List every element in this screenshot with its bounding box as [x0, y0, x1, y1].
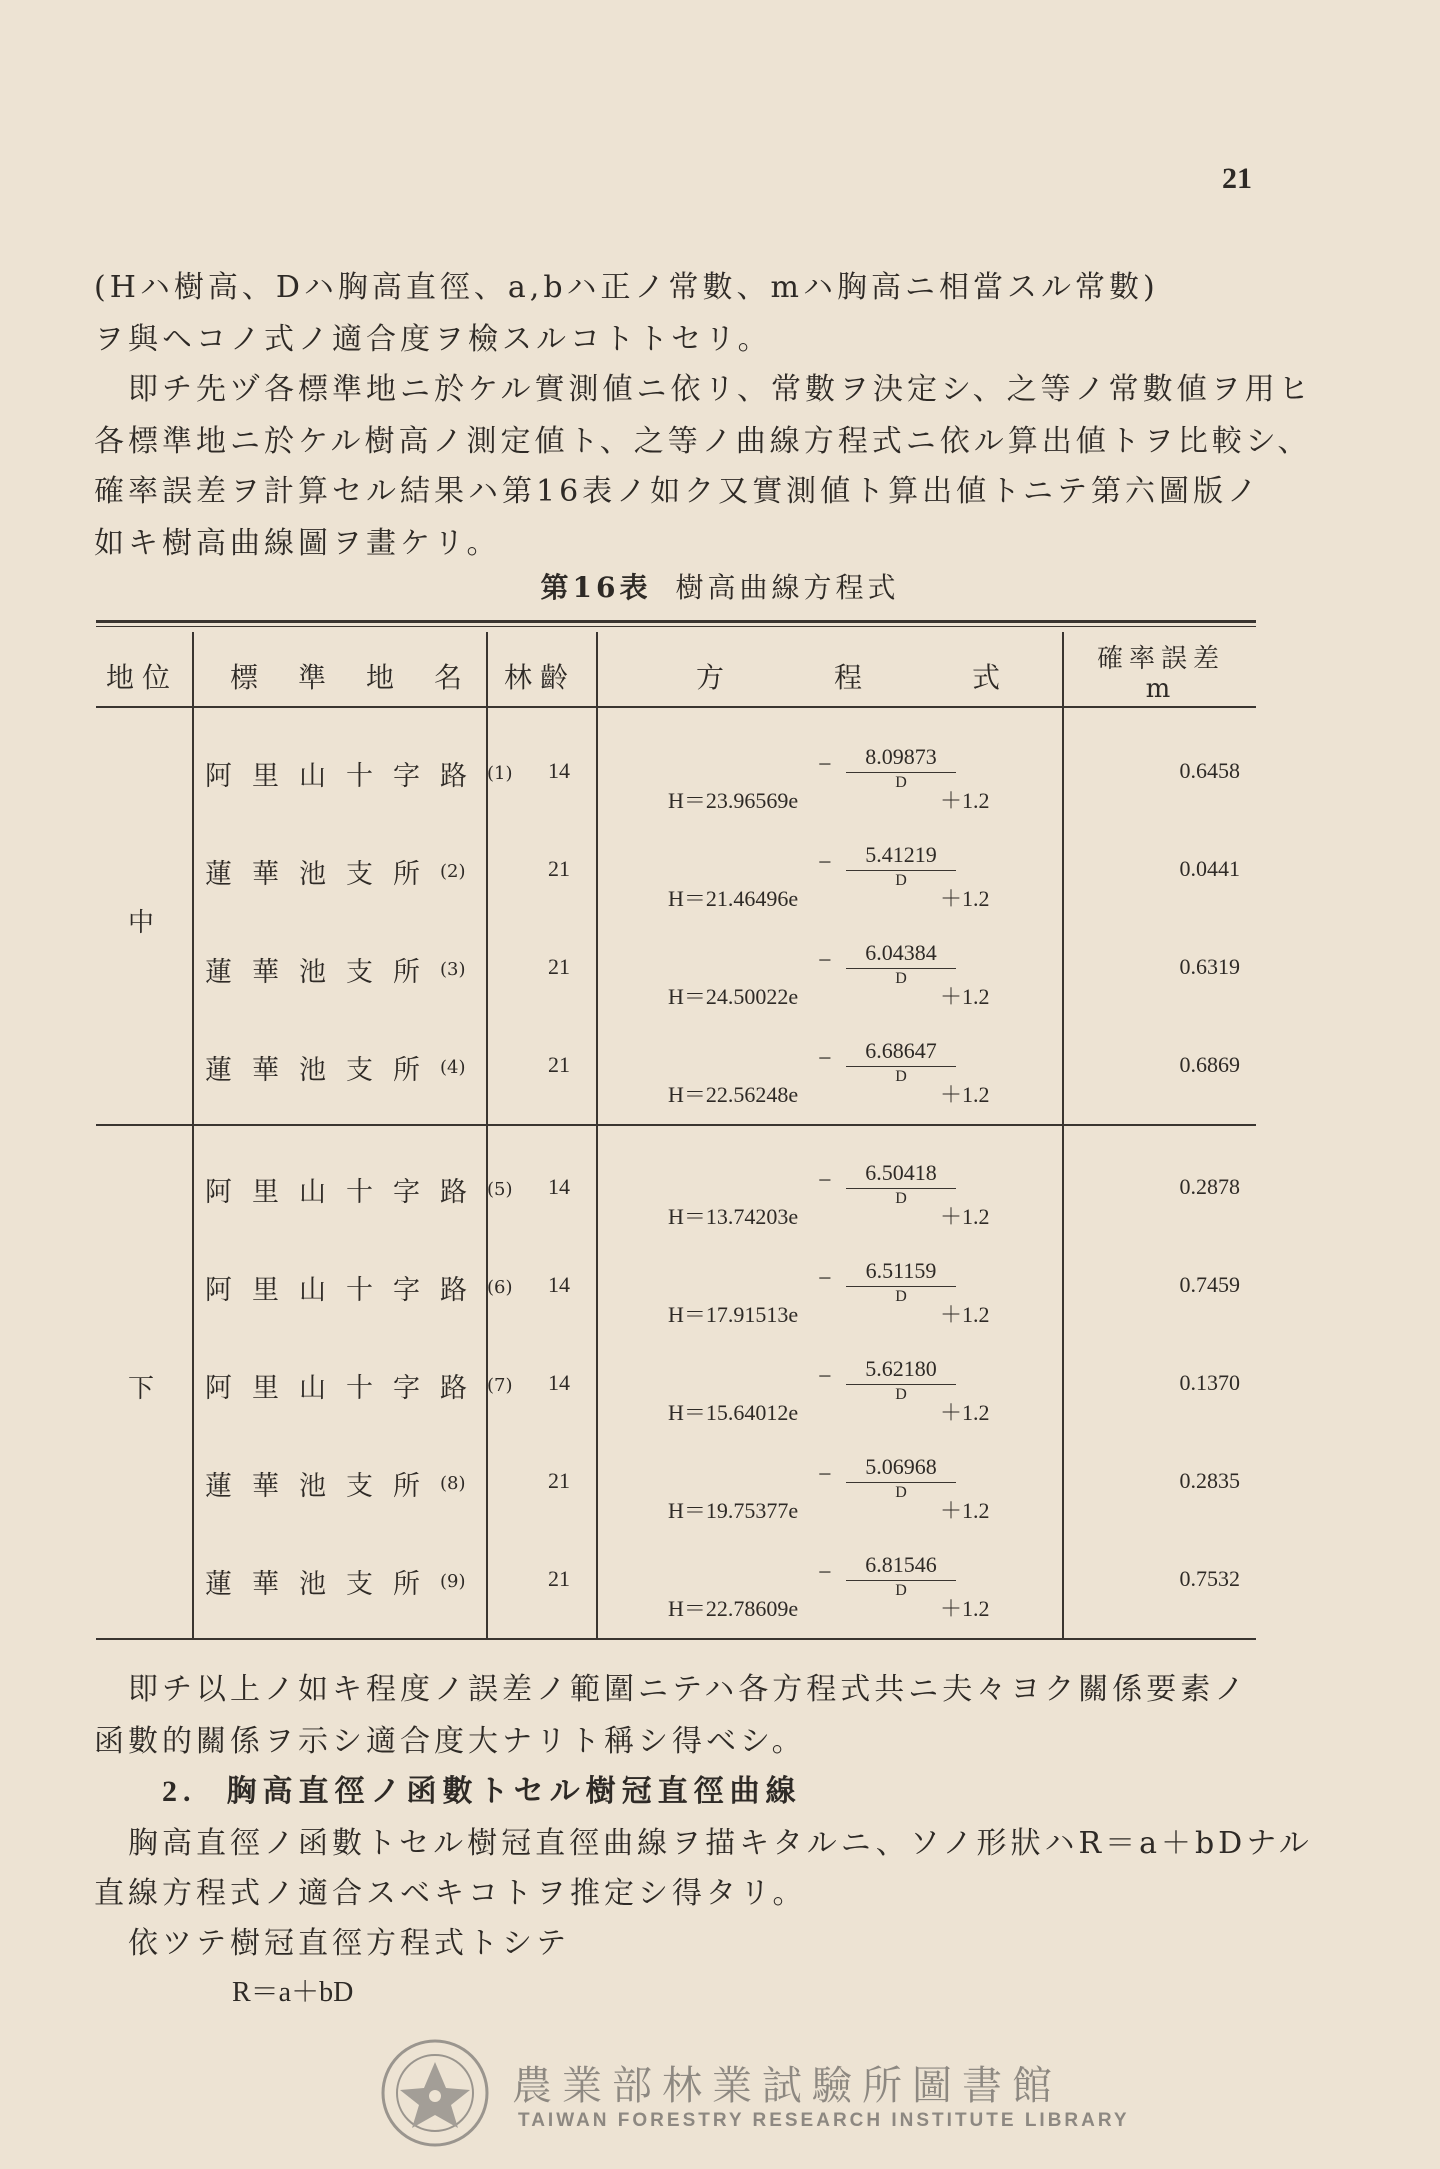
table-row-error: 0.1370 [1179, 1370, 1240, 1395]
table-row-error: 0.6869 [1179, 1052, 1240, 1077]
table-row-age: 21 [548, 1052, 570, 1077]
paragraph-line: ヲ與ヘコノ式ノ適合度ヲ檢スルコトトセリ。 [94, 322, 772, 357]
table-row-age: 14 [548, 1272, 570, 1297]
formula: R＝a＋bD [232, 1977, 354, 2008]
table-caption-title: 樹高曲線方程式 [675, 571, 900, 604]
table-row-age: 21 [548, 1468, 570, 1493]
table-row-error: 0.7459 [1179, 1272, 1240, 1297]
table-row-equation: H＝24.50022e − 6.04384 D ＋1.2 [668, 940, 990, 1009]
site-class-label: 下 [128, 1374, 155, 1404]
paragraph-line: 即チ先ヅ各標準地ニ於ケル實測値ニ依リ、常數ヲ決定シ、之等ノ常數値ヲ用ヒ [94, 372, 1313, 407]
paragraph-line: 即チ以上ノ如キ程度ノ誤差ノ範圍ニテハ各方程式共ニ夫々ヨク關係要素ノ [94, 1672, 1249, 1707]
library-watermark-subtitle: TAIWAN FORESTRY RESEARCH INSTITUTE LIBRARY [518, 2110, 1130, 2131]
section-title: 胸高直徑ノ函數トセル樹冠直徑曲線 [226, 1774, 802, 1809]
site-class-label: 中 [128, 908, 155, 938]
table-row-age: 21 [548, 1566, 570, 1591]
library-seal-icon [380, 2038, 490, 2148]
table-row-age: 14 [548, 1174, 570, 1199]
paragraph-line: 胸高直徑ノ函數トセル樹冠直徑曲線ヲ描キタルニ、ソノ形狀ハR＝a＋bDナル [94, 1826, 1313, 1861]
table-row-name: 阿里山十字路$^{(1)}$ [205, 761, 513, 792]
table-row-equation: H＝21.46496e − 5.41219 D ＋1.2 [668, 842, 990, 911]
paragraph-line: 各標準地ニ於ケル樹高ノ測定値ト、之等ノ曲線方程式ニ依ル算出値トヲ比較シ、 [94, 424, 1312, 459]
table-row-age: 14 [548, 758, 570, 783]
table-row-equation: H＝22.78609e − 6.81546 D ＋1.2 [668, 1552, 990, 1621]
header-rule [96, 706, 1256, 708]
table-row-name: 阿里山十字路$^{(5)}$ [205, 1177, 513, 1208]
table-row-equation: H＝13.74203e − 6.50418 D ＋1.2 [668, 1160, 990, 1229]
table-bottom-rule [96, 1638, 1256, 1640]
table-row-age: 14 [548, 1370, 570, 1395]
paragraph-line: 確率誤差ヲ計算セル結果ハ第16表ノ如ク又實測値ト算出値トニテ第六圖版ノ [94, 474, 1261, 509]
table-row-name: 蓮華池支所$^{(2)}$ [205, 859, 466, 890]
table-row-name: 蓮華池支所$^{(8)}$ [205, 1471, 466, 1502]
table-row-name: 蓮華池支所$^{(9)}$ [205, 1569, 466, 1600]
table-caption [0, 566, 1440, 606]
table-row-name: 阿里山十字路$^{(7)}$ [205, 1373, 513, 1404]
header-age: 林齡 [504, 661, 577, 694]
paragraph-line: 依ツテ樹冠直徑方程式トシテ [94, 1926, 570, 1961]
section-heading [162, 1766, 802, 1810]
table-row-error: 0.6319 [1179, 954, 1240, 979]
table-row-age: 21 [548, 954, 570, 979]
table-row-equation: H＝19.75377e − 5.06968 D ＋1.2 [668, 1454, 990, 1523]
page-number: 21 [1222, 162, 1252, 195]
paragraph-line: 直線方程式ノ適合スベキコトヲ推定シ得タリ。 [94, 1876, 807, 1911]
table-row-equation: H＝15.64012e − 5.62180 D ＋1.2 [668, 1356, 990, 1425]
table-caption-number: 第16表 [540, 571, 652, 604]
paragraph-line: 如キ樹高曲線圖ヲ畫ケリ。 [94, 526, 501, 561]
header-error [1066, 644, 1256, 704]
table-row-error: 0.2835 [1179, 1468, 1240, 1493]
table-row-equation: H＝23.96569e − 8.09873 D ＋1.2 [668, 744, 990, 813]
table-row-equation: H＝22.56248e − 6.68647 D ＋1.2 [668, 1038, 990, 1107]
table-row-name: 蓮華池支所$^{(3)}$ [205, 957, 466, 988]
header-error-unit: m [1145, 674, 1177, 704]
table-top-rule-thin [96, 626, 1256, 627]
column-divider [192, 632, 194, 1638]
header-site-class: 地位 [106, 661, 179, 694]
section-number: 2. [162, 1775, 197, 1808]
table-row-name: 阿里山十字路$^{(6)}$ [205, 1275, 513, 1306]
paragraph-line: (Hハ樹高、Dハ胸高直徑、a,bハ正ノ常數、mハ胸高ニ相當スル常數) [94, 270, 1159, 305]
table-row-age: 21 [548, 856, 570, 881]
table-row-name: 蓮華池支所$^{(4)}$ [205, 1055, 466, 1086]
table-row-error: 0.0441 [1179, 856, 1240, 881]
header-equation: 方程式 [696, 661, 1111, 694]
column-divider [1062, 632, 1064, 1638]
table-row-error: 0.6458 [1179, 758, 1240, 783]
header-error-label: 確率誤差 [1096, 644, 1225, 674]
paragraph-line: 函數的關係ヲ示シ適合度大ナリト稱シ得ベシ。 [94, 1724, 806, 1759]
header-plot-name: 標準地名 [230, 661, 503, 694]
group-divider-rule [96, 1124, 1256, 1126]
table-row-error: 0.2878 [1179, 1174, 1240, 1199]
library-watermark-title: 農業部林業試驗所圖書館 [512, 2063, 1062, 2109]
table-row-error: 0.7532 [1179, 1566, 1240, 1591]
table-row-equation: H＝17.91513e − 6.51159 D ＋1.2 [668, 1258, 990, 1327]
table-top-rule [96, 620, 1256, 623]
